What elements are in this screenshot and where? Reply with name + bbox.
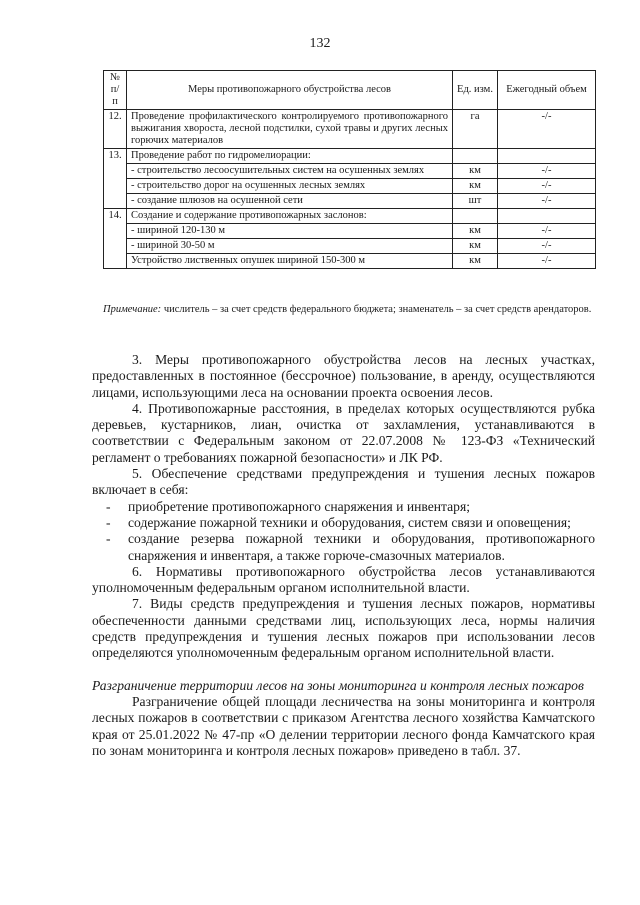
row-measure: - создание шлюзов на осушенной сети xyxy=(127,194,453,209)
list-item: - создание резерва пожарной техники и оборудования, противопожарного снаряжения и инвентаря, а также горюче-смазочных материалов. xyxy=(106,531,595,563)
paragraph-7: 7. Виды средств предупреждения и тушения лесных пожаров, нормативы обеспеченности данными средствами лиц, использующих леса, нормы наличия средств предупреждения и тушения лесных пожаров при использовании лесов определяются уполномоченным федеральным органом исполнительной власти. xyxy=(92,596,595,661)
row-unit: км xyxy=(453,254,498,269)
row-volume: -/- xyxy=(498,194,596,209)
list-item: - приобретение противопожарного снаряжения и инвентаря; xyxy=(106,498,471,514)
paragraph-4: 4. Противопожарные расстояния, в пределах которых осуществляются рубка деревьев, кустарников, лиан, очистка от захламления, устанавливаются в соответствии с Федеральным законом от 22.07.2008 № 123-ФЗ «Технический регламент о требованиях пожарной безопасности» и ЛК РФ. xyxy=(92,400,595,465)
table-row xyxy=(104,224,596,239)
row-volume: -/- xyxy=(498,164,596,179)
list-item: - содержание пожарной техники и оборудования, систем связи и оповещения; xyxy=(106,514,571,530)
row-number: 12. xyxy=(104,110,127,149)
table-header-row xyxy=(104,71,596,110)
row-measure: - строительство дорог на осушенных лесных землях xyxy=(127,179,453,194)
dash-marker: - xyxy=(106,531,111,547)
row-unit: км xyxy=(453,179,498,194)
row-measure: Устройство лиственных опушек шириной 150-300 м xyxy=(127,254,453,269)
table-row xyxy=(104,110,596,149)
row-volume: -/- xyxy=(498,224,596,239)
row-number: 13. xyxy=(104,149,127,209)
row-unit xyxy=(453,209,498,224)
row-number: 14. xyxy=(104,209,127,269)
row-unit: км xyxy=(453,164,498,179)
note-label: Примечание: xyxy=(103,304,162,315)
paragraph-3: 3. Меры противопожарного обустройства лесов на лесных участках, предоставленных в постоянное (бессрочное) пользование, в аренду, осуществляются лицами, использующими леса на основании проекта освоения лесов. xyxy=(92,352,595,400)
row-volume xyxy=(498,149,596,164)
row-measure: - строительство лесоосушительных систем на осушенных землях xyxy=(127,164,453,179)
row-unit xyxy=(453,149,498,164)
row-measure: Создание и содержание противопожарных заслонов: xyxy=(127,209,453,224)
row-volume: -/- xyxy=(498,239,596,254)
header-unit: Ед. изм. xyxy=(453,71,498,110)
table-row xyxy=(104,194,596,209)
note-text: числитель – за счет средств федерального бюджета; знаменатель – за счет средств арендаторов. xyxy=(161,304,592,315)
row-measure: Проведение профилактического контролируемого противопожарного выжигания хвороста, лесной подстилки, сухой травы и других лесных горючих материалов xyxy=(127,110,453,149)
table-row xyxy=(104,179,596,194)
row-unit: км xyxy=(453,224,498,239)
fire-measures-table xyxy=(103,70,596,269)
row-measure: - шириной 120-130 м xyxy=(127,224,453,239)
row-volume xyxy=(498,209,596,224)
row-volume: -/- xyxy=(498,254,596,269)
row-volume: -/- xyxy=(498,110,596,149)
row-unit: км xyxy=(453,239,498,254)
header-measures: Меры противопожарного обустройства лесов xyxy=(127,71,453,110)
row-unit: га xyxy=(453,110,498,149)
row-measure: - шириной 30-50 м xyxy=(127,239,453,254)
paragraph-zoning: Разграничение общей площади лесничества на зоны мониторинга и контроля лесных пожаров в соответствии с приказом Агентства лесного хозяйства Камчатского края от 25.01.2022 № 47-пр «О делении территории лесного фонда Камчатского края по зонам мониторинга и контроля лесных пожаров» приведено в табл. 37. xyxy=(92,693,595,758)
dash-marker: - xyxy=(106,498,111,514)
row-measure: Проведение работ по гидромелиорации: xyxy=(127,149,453,164)
row-unit: шт xyxy=(453,194,498,209)
dash-marker: - xyxy=(106,514,111,530)
row-volume: -/- xyxy=(498,179,596,194)
table-row xyxy=(104,164,596,179)
table-row xyxy=(104,254,596,269)
page-number: 132 xyxy=(309,36,331,51)
table-row xyxy=(104,209,596,224)
table-note xyxy=(103,303,595,317)
paragraph-6: 6. Нормативы противопожарного обустройства лесов устанавливаются уполномоченным федеральным органом исполнительной власти. xyxy=(92,563,595,596)
section-subheading: Разграничение территории лесов на зоны мониторинга и контроля лесных пожаров xyxy=(92,677,584,693)
header-num: № п/п xyxy=(104,71,127,110)
table-row xyxy=(104,149,596,164)
equipment-list xyxy=(92,499,595,564)
main-text xyxy=(92,352,595,759)
header-volume: Ежегодный объем xyxy=(498,71,596,110)
table-row xyxy=(104,239,596,254)
paragraph-5: 5. Обеспечение средствами предупреждения и тушения лесных пожаров включает в себя: xyxy=(92,466,595,498)
